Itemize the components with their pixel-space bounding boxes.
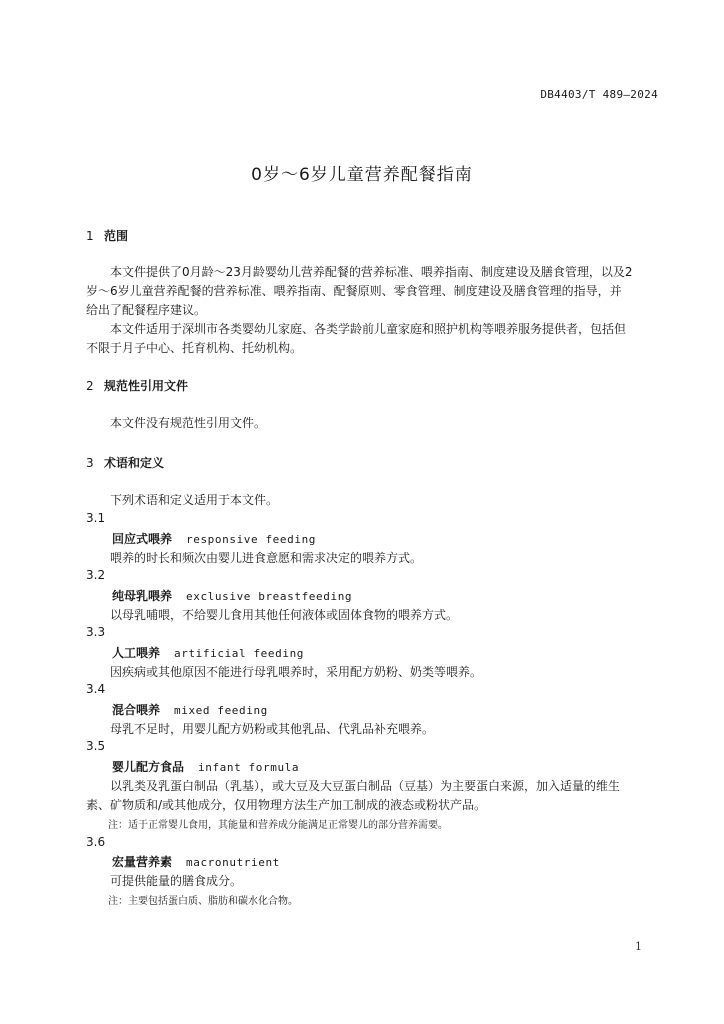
section-number: 3 xyxy=(86,456,94,470)
term-definition: 可提供能量的膳食成分。 xyxy=(86,874,243,888)
term-number: 3.3 xyxy=(86,625,106,639)
term-definition: 以乳类及乳蛋白制品（乳基），或大豆及大豆蛋白制品（豆基）为主要蛋白来源，加入适量的维生 xyxy=(86,779,621,793)
term-title xyxy=(112,644,304,661)
paragraph-line: 不限于月子中心、托育机构、托幼机构。 xyxy=(86,341,303,355)
term-english: artificial feeding xyxy=(174,647,305,660)
term-english: exclusive breastfeeding xyxy=(186,590,353,603)
term-chinese: 混合喂养 xyxy=(112,703,161,717)
document-title: 0岁～6岁儿童营养配餐指南 xyxy=(251,165,473,185)
section-title: 范围 xyxy=(104,229,129,243)
term-number: 3.4 xyxy=(86,682,106,696)
term-english: mixed feeding xyxy=(174,704,268,717)
term-title xyxy=(112,587,352,604)
term-chinese: 纯母乳喂养 xyxy=(112,589,173,603)
term-number: 3.2 xyxy=(86,568,106,582)
section-number: 1 xyxy=(86,229,94,243)
paragraph-line: 下列术语和定义适用于本文件。 xyxy=(86,493,279,507)
section-number: 2 xyxy=(86,379,94,393)
term-english: responsive feeding xyxy=(186,533,317,546)
term-chinese: 回应式喂养 xyxy=(112,532,173,546)
term-english: macronutrient xyxy=(186,856,280,869)
term-definition: 因疾病或其他原因不能进行母乳喂养时，采用配方奶粉、奶类等喂养。 xyxy=(86,665,483,679)
term-title xyxy=(112,530,316,547)
term-chinese: 人工喂养 xyxy=(112,646,161,660)
paragraph-line: 岁～6岁儿童营养配餐的营养标准、喂养指南、配餐原则、零食管理、制度建设及膳食管理的指导，并 xyxy=(86,284,622,298)
section-heading-normative-references xyxy=(86,377,188,394)
term-definition: 母乳不足时，用婴儿配方奶粉或其他乳品、代乳品补充喂养。 xyxy=(86,722,435,736)
section-title: 规范性引用文件 xyxy=(104,379,189,393)
term-title xyxy=(112,853,280,870)
section-heading-scope xyxy=(86,227,128,244)
term-chinese: 婴儿配方食品 xyxy=(112,760,185,774)
standard-code: DB4403/T 489—2024 xyxy=(540,88,658,101)
paragraph-line: 本文件适用于深圳市各类婴幼儿家庭、各类学龄前儿童家庭和照护机构等喂养服务提供者，包括但 xyxy=(86,322,627,336)
term-definition: 喂养的时长和频次由婴儿进食意愿和需求决定的喂养方式。 xyxy=(86,551,423,565)
term-number: 3.5 xyxy=(86,739,106,753)
term-definition: 以母乳哺喂，不给婴儿食用其他任何液体或固体食物的喂养方式。 xyxy=(86,608,459,622)
term-title xyxy=(112,701,268,718)
page-number: 1 xyxy=(635,940,642,953)
term-english: infant formula xyxy=(198,761,300,774)
term-chinese: 宏量营养素 xyxy=(112,855,173,869)
term-note: 注：适于正常婴儿食用，其能量和营养成分能满足正常婴儿的部分营养需要。 xyxy=(108,820,448,831)
paragraph-line: 本文件没有规范性引用文件。 xyxy=(86,416,267,430)
section-heading-terms xyxy=(86,454,164,471)
paragraph-line: 本文件提供了0月龄～23月龄婴幼儿营养配餐的营养标准、喂养指南、制度建设及膳食管理，以及2 xyxy=(86,265,633,279)
term-definition: 素、矿物质和/或其他成分，仅用物理方法生产加工制成的液态或粉状产品。 xyxy=(86,798,487,812)
term-number: 3.1 xyxy=(86,511,106,525)
section-title: 术语和定义 xyxy=(104,456,165,470)
term-title xyxy=(112,758,299,775)
term-note: 注：主要包括蛋白质、脂肪和碳水化合物。 xyxy=(108,896,298,907)
term-number: 3.6 xyxy=(86,835,106,849)
paragraph-line: 给出了配餐程序建议。 xyxy=(86,303,207,317)
